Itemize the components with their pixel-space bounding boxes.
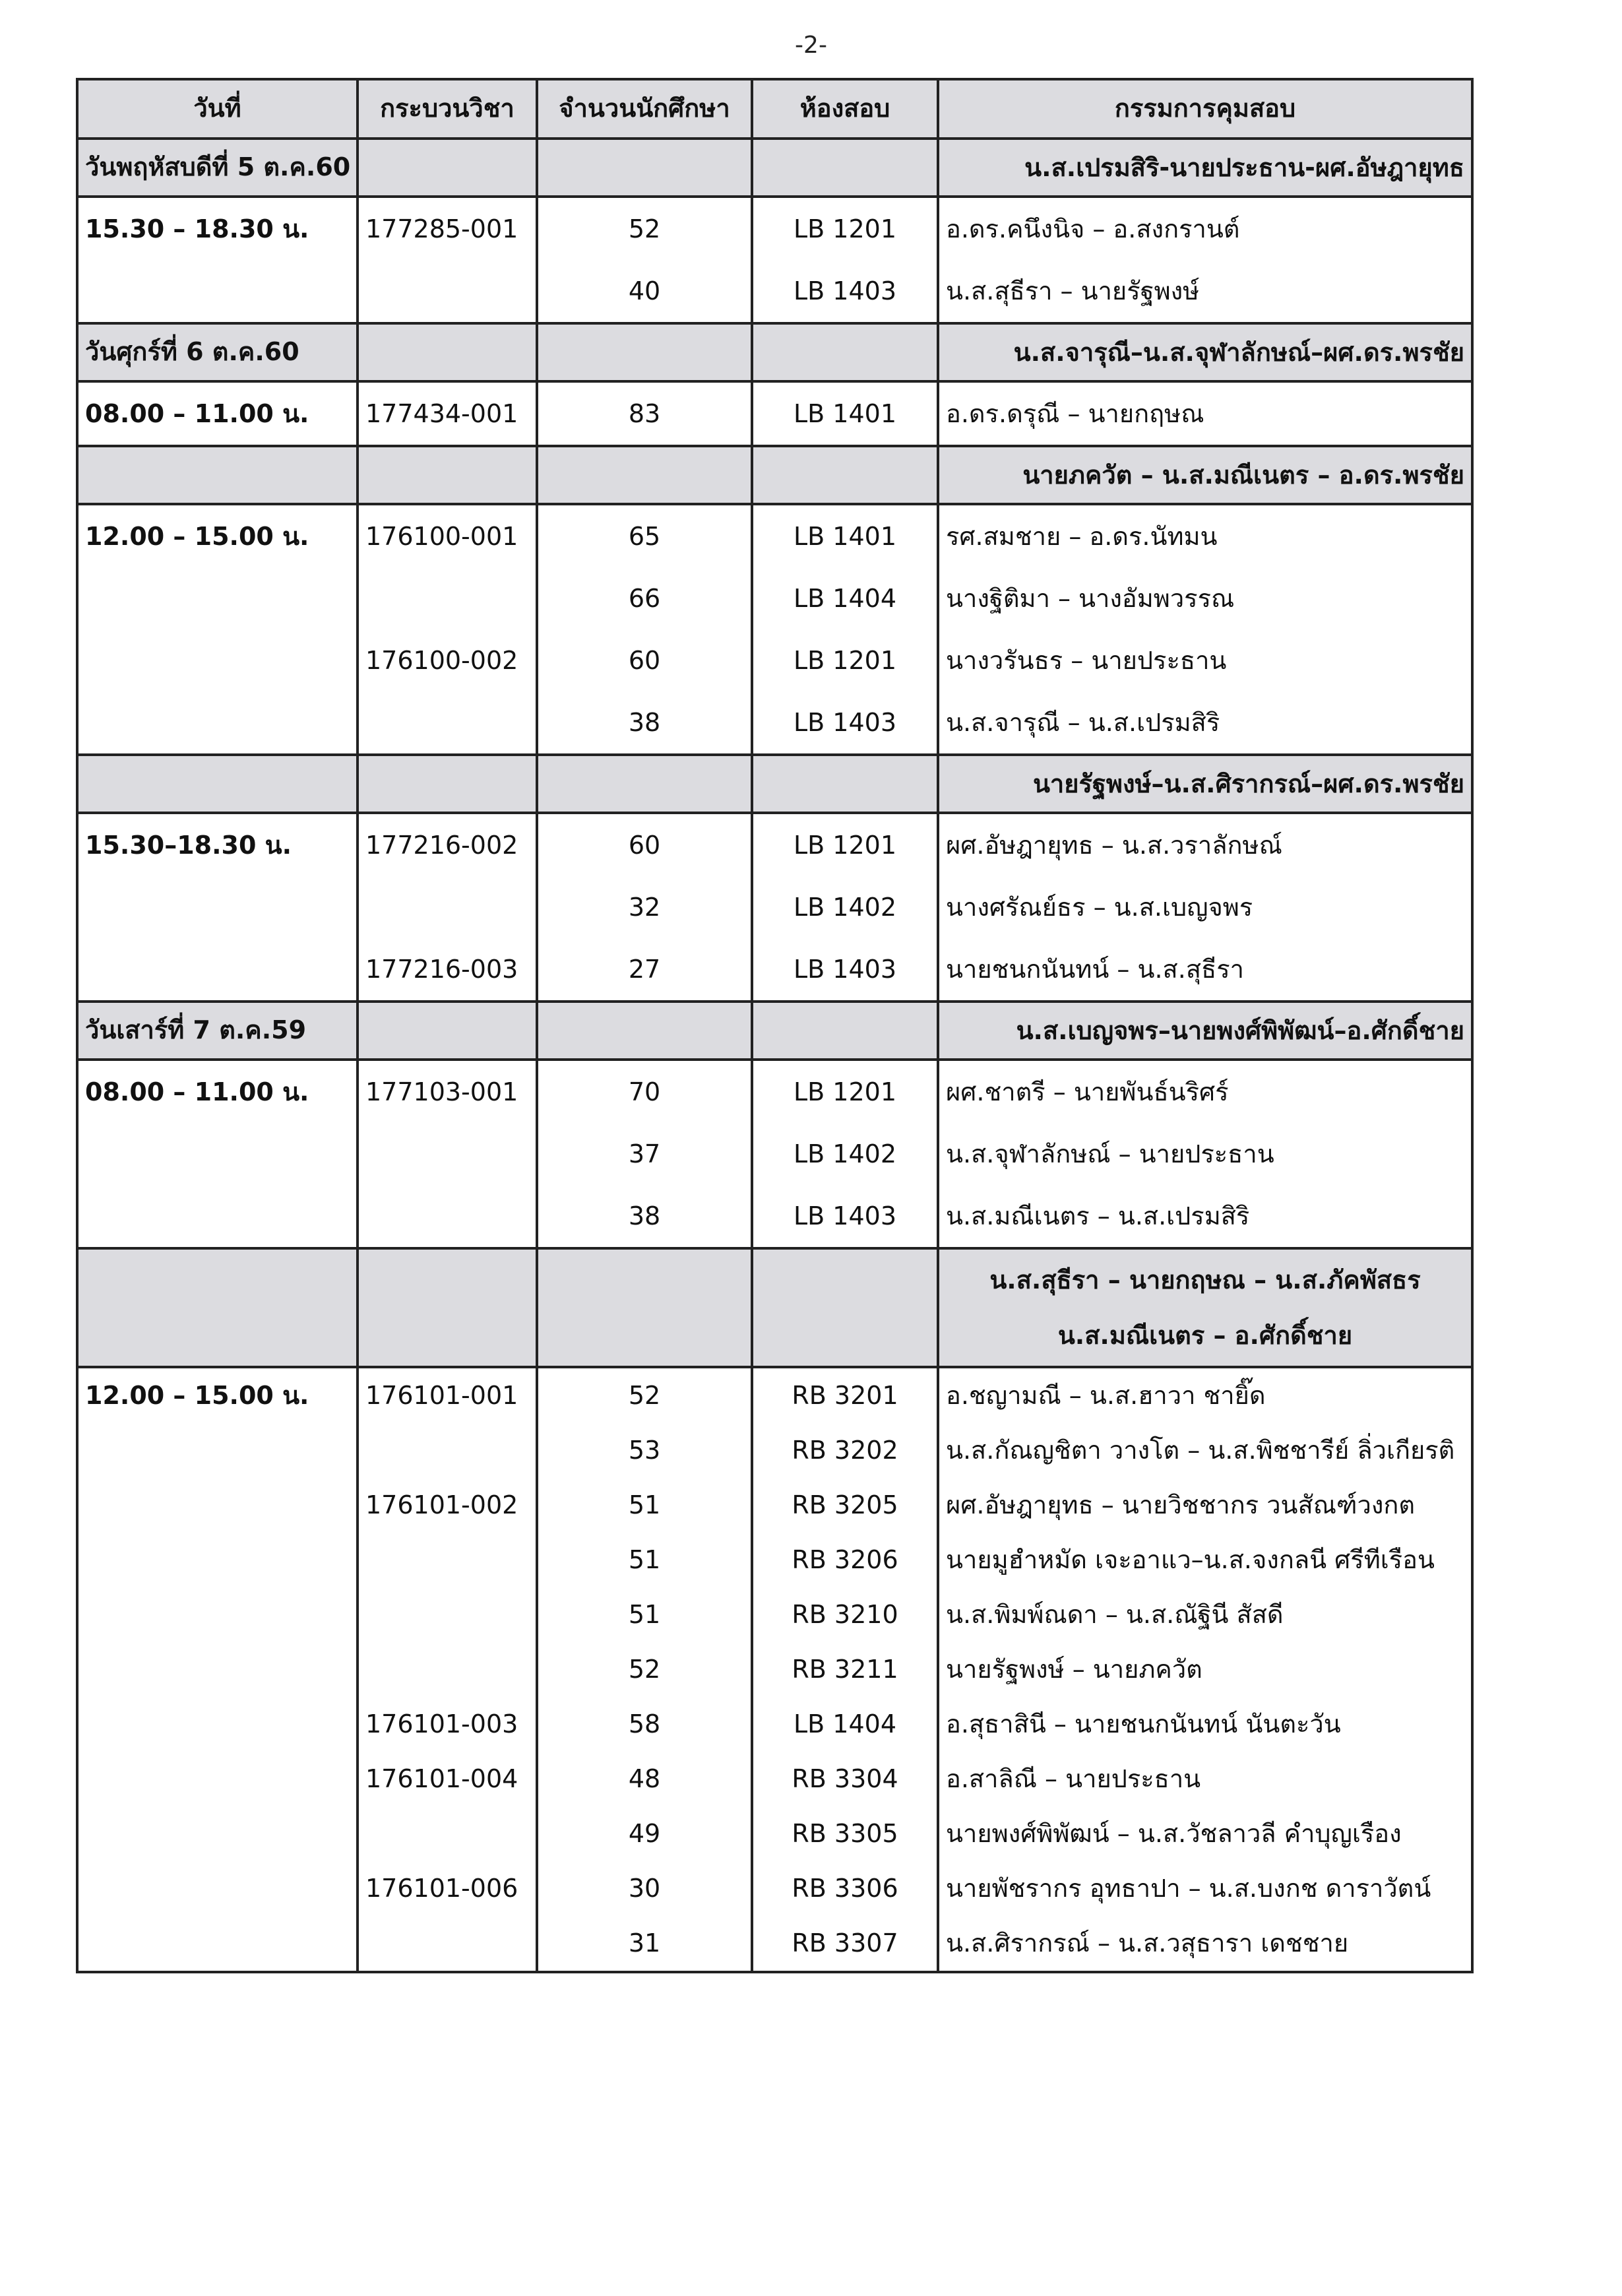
section-header-row xyxy=(77,139,1472,197)
course-code: 176101-001 xyxy=(365,1381,518,1410)
proctor-pair-column xyxy=(938,1060,1472,1248)
proctor-pair-column xyxy=(938,504,1472,755)
section-empty-cell xyxy=(358,446,537,504)
course-code: 176100-002 xyxy=(365,646,518,675)
course-code xyxy=(359,691,536,753)
proctor-pair: น.ส.จารุณี – น.ส.เปรมสิริ xyxy=(946,708,1220,737)
exam-room: LB 1403 xyxy=(793,1201,897,1230)
proctor-pair: นายพัชรากร อุทธาปา – น.ส.บงกช ดาราวัตน์ xyxy=(946,1874,1431,1903)
student-count: 30 xyxy=(628,1874,661,1903)
course-code-column xyxy=(358,504,537,755)
proctor-pair-column xyxy=(938,381,1472,446)
student-count: 60 xyxy=(628,831,661,860)
slot-time-text: 08.00 – 11.00 น. xyxy=(85,1077,309,1106)
course-code: 177216-002 xyxy=(365,831,518,860)
time-slot-row xyxy=(77,1060,1472,1248)
student-count: 38 xyxy=(628,708,661,737)
course-code xyxy=(359,1423,536,1478)
supervisor-line: น.ส.เบญจพร–นายพงศ์พิพัฒน์–อ.ศักดิ์ชาย xyxy=(1016,1016,1464,1045)
course-code: 177103-001 xyxy=(365,1077,518,1106)
section-empty-cell xyxy=(358,755,537,813)
proctor-pair: น.ส.พิมพ์ณดา – น.ส.ณัฐินี สัสดี xyxy=(946,1600,1284,1629)
section-header-row xyxy=(77,755,1472,813)
student-count-column xyxy=(537,1367,752,1972)
student-count-column xyxy=(537,504,752,755)
course-code xyxy=(359,1185,536,1247)
section-empty-cell xyxy=(537,446,752,504)
section-empty-cell xyxy=(537,323,752,381)
section-date xyxy=(77,446,358,504)
slot-time-text: 15.30 – 18.30 น. xyxy=(85,214,309,243)
exam-room: LB 1403 xyxy=(793,708,897,737)
section-empty-cell xyxy=(752,755,938,813)
student-count-column xyxy=(537,1060,752,1248)
student-count-column xyxy=(537,197,752,323)
course-code xyxy=(359,1916,536,1971)
proctor-pair: นายรัฐพงษ์ – นายภควัต xyxy=(946,1655,1202,1684)
proctor-pair: นางฐิติมา – นางอัมพวรรณ xyxy=(946,584,1235,613)
student-count: 38 xyxy=(628,1201,661,1230)
student-count: 31 xyxy=(628,1929,661,1958)
course-code: 177434-001 xyxy=(365,399,518,428)
exam-room-column xyxy=(752,197,938,323)
section-empty-cell xyxy=(752,1002,938,1060)
student-count: 53 xyxy=(628,1436,661,1465)
student-count: 60 xyxy=(628,646,661,675)
proctor-pair: ผศ.อัษฎายุทธ – น.ส.วราลักษณ์ xyxy=(946,831,1282,860)
exam-room: LB 1201 xyxy=(793,214,897,243)
section-date xyxy=(77,1248,358,1367)
supervisor-line: น.ส.เปรมสิริ-นายประธาน-ผศ.อัษฎายุทธ xyxy=(1024,153,1464,182)
student-count: 51 xyxy=(628,1490,661,1519)
slot-time xyxy=(77,1367,358,1972)
proctor-pair: น.ส.มณีเนตร – น.ส.เปรมสิริ xyxy=(946,1201,1250,1230)
supervisor-line: นายรัฐพงษ์–น.ส.ศิรากรณ์–ผศ.ดร.พรชัย xyxy=(1032,769,1464,798)
proctor-pair: อ.ดร.คนึงนิจ – อ.สงกรานต์ xyxy=(946,214,1240,243)
time-slot-row xyxy=(77,1367,1472,1972)
exam-room-column xyxy=(752,1060,938,1248)
student-count: 66 xyxy=(628,584,661,613)
student-count: 52 xyxy=(628,1381,661,1410)
proctor-pair: นายพงศ์พิพัฒน์ – น.ส.วัชลาวลี คำบุญเรือง xyxy=(946,1819,1402,1848)
course-code-column xyxy=(358,381,537,446)
student-count: 52 xyxy=(628,214,661,243)
section-empty-cell xyxy=(752,139,938,197)
student-count: 65 xyxy=(628,522,661,551)
exam-room: LB 1403 xyxy=(793,276,897,305)
section-empty-cell xyxy=(752,446,938,504)
slot-time-text: 08.00 – 11.00 น. xyxy=(85,399,309,428)
proctor-pair-column xyxy=(938,197,1472,323)
section-empty-cell xyxy=(358,323,537,381)
proctor-pair-column xyxy=(938,1367,1472,1972)
exam-room: LB 1404 xyxy=(793,584,897,613)
student-count: 51 xyxy=(628,1600,661,1629)
section-supervisors xyxy=(938,755,1472,813)
proctor-pair: น.ส.ศิรากรณ์ – น.ส.วสุธารา เดชชาย xyxy=(946,1929,1349,1958)
student-count-column xyxy=(537,381,752,446)
course-code: 177216-003 xyxy=(365,955,518,984)
exam-room: LB 1402 xyxy=(793,893,897,922)
proctor-pair: น.ส.กัณญชิตา วางโต – น.ส.พิชชารีย์ ลิ่วเกียรติ xyxy=(946,1436,1455,1465)
section-supervisors xyxy=(938,323,1472,381)
student-count-column xyxy=(537,813,752,1002)
section-date xyxy=(77,755,358,813)
header-students: จำนวนนักศึกษา xyxy=(537,79,752,139)
supervisor-line: นายภควัต – น.ส.มณีเนตร – อ.ดร.พรชัย xyxy=(1022,461,1464,490)
proctor-pair: อ.สาลิณี – นายประธาน xyxy=(946,1764,1201,1793)
exam-room: RB 3304 xyxy=(792,1764,898,1793)
course-code-column xyxy=(358,197,537,323)
exam-room: RB 3210 xyxy=(792,1600,898,1629)
student-count: 83 xyxy=(628,399,661,428)
exam-room: LB 1401 xyxy=(793,522,897,551)
proctor-pair-column xyxy=(938,813,1472,1002)
section-header-row xyxy=(77,446,1472,504)
course-code xyxy=(359,1123,536,1185)
slot-time-text: 12.00 – 15.00 น. xyxy=(85,1381,309,1410)
slot-time xyxy=(77,381,358,446)
section-empty-cell xyxy=(358,1002,537,1060)
section-empty-cell xyxy=(537,1002,752,1060)
supervisor-line: น.ส.สุธีรา – นายกฤษณ – น.ส.ภัคพัสธร xyxy=(989,1265,1421,1294)
student-count: 52 xyxy=(628,1655,661,1684)
course-code xyxy=(359,260,536,322)
student-count: 27 xyxy=(628,955,661,984)
section-empty-cell xyxy=(537,755,752,813)
course-code-column xyxy=(358,1060,537,1248)
proctor-pair: นายมูฮำหมัด เจะอาแว–น.ส.จงกลนี ศรีทีเรือน xyxy=(946,1545,1435,1574)
course-code-column xyxy=(358,813,537,1002)
course-code xyxy=(359,1806,536,1861)
exam-room: LB 1201 xyxy=(793,1077,897,1106)
slot-time xyxy=(77,813,358,1002)
exam-room-column xyxy=(752,813,938,1002)
exam-room: LB 1201 xyxy=(793,646,897,675)
exam-room: LB 1404 xyxy=(793,1709,897,1738)
slot-time-text: 12.00 – 15.00 น. xyxy=(85,522,309,551)
exam-room: RB 3307 xyxy=(792,1929,898,1958)
time-slot-row xyxy=(77,504,1472,755)
proctor-pair: อ.ชญามณี – น.ส.ฮาวา ชายิ๊ด xyxy=(946,1381,1266,1410)
student-count: 32 xyxy=(628,893,661,922)
header-supervisors: กรรมการคุมสอบ xyxy=(938,79,1472,139)
course-code: 177285-001 xyxy=(365,214,518,243)
header-row xyxy=(77,79,1472,139)
header-course: กระบวนวิชา xyxy=(358,79,537,139)
section-header-row xyxy=(77,323,1472,381)
proctor-pair: นายชนกนันทน์ – น.ส.สุธีรา xyxy=(946,955,1244,984)
header-date: วันที่ xyxy=(77,79,358,139)
exam-room: LB 1402 xyxy=(793,1139,897,1168)
section-supervisors xyxy=(938,1248,1472,1367)
course-code: 176101-002 xyxy=(365,1490,518,1519)
course-code: 176101-004 xyxy=(365,1764,518,1793)
proctor-pair: น.ส.จุฬาลักษณ์ – นายประธาน xyxy=(946,1139,1274,1168)
proctor-pair: ผศ.ชาตรี – นายพันธ์นริศร์ xyxy=(946,1077,1229,1106)
section-header-row xyxy=(77,1002,1472,1060)
course-code: 176101-003 xyxy=(365,1709,518,1738)
header-room: ห้องสอบ xyxy=(752,79,938,139)
section-date: วันเสาร์ที่ 7 ต.ค.59 xyxy=(77,1002,358,1060)
proctor-pair: นางวรันธร – นายประธาน xyxy=(946,646,1227,675)
schedule-body xyxy=(77,139,1472,1972)
course-code-column xyxy=(358,1367,537,1972)
student-count: 48 xyxy=(628,1764,661,1793)
exam-room: RB 3211 xyxy=(792,1655,898,1684)
section-empty-cell xyxy=(537,139,752,197)
time-slot-row xyxy=(77,813,1472,1002)
exam-room-column xyxy=(752,504,938,755)
proctor-pair: น.ส.สุธีรา – นายรัฐพงษ์ xyxy=(946,276,1200,305)
supervisor-line: น.ส.มณีเนตร – อ.ศักดิ์ชาย xyxy=(1057,1321,1353,1350)
exam-room: RB 3205 xyxy=(792,1490,898,1519)
course-code xyxy=(359,1642,536,1697)
section-date: วันศุกร์ที่ 6 ต.ค.60 xyxy=(77,323,358,381)
slot-time xyxy=(77,197,358,323)
section-empty-cell xyxy=(752,323,938,381)
section-empty-cell xyxy=(537,1248,752,1367)
proctor-pair: ผศ.อัษฎายุทธ – นายวิชชากร วนสัณฑ์วงกต xyxy=(946,1490,1416,1519)
section-date: วันพฤหัสบดีที่ 5 ต.ค.60 xyxy=(77,139,358,197)
time-slot-row xyxy=(77,197,1472,323)
supervisor-line: น.ส.จารุณี–น.ส.จุฬาลักษณ์–ผศ.ดร.พรชัย xyxy=(1013,338,1464,367)
student-count: 70 xyxy=(628,1077,661,1106)
section-empty-cell xyxy=(358,1248,537,1367)
exam-room: LB 1201 xyxy=(793,831,897,860)
student-count: 37 xyxy=(628,1139,661,1168)
exam-room: RB 3201 xyxy=(792,1381,898,1410)
section-empty-cell xyxy=(358,139,537,197)
section-supervisors xyxy=(938,139,1472,197)
section-header-row xyxy=(77,1248,1472,1367)
student-count: 58 xyxy=(628,1709,661,1738)
student-count: 40 xyxy=(628,276,661,305)
course-code xyxy=(359,1533,536,1587)
student-count: 51 xyxy=(628,1545,661,1574)
exam-room-column xyxy=(752,381,938,446)
exam-room: RB 3206 xyxy=(792,1545,898,1574)
course-code xyxy=(359,1587,536,1642)
slot-time-text: 15.30–18.30 น. xyxy=(85,831,292,860)
course-code xyxy=(359,567,536,629)
page-number: -2- xyxy=(795,32,827,59)
proctor-pair: รศ.สมชาย – อ.ดร.นัทมน xyxy=(946,522,1218,551)
course-code: 176101-006 xyxy=(365,1874,518,1903)
exam-room: LB 1401 xyxy=(793,399,897,428)
exam-room: RB 3202 xyxy=(792,1436,898,1465)
exam-room: RB 3305 xyxy=(792,1819,898,1848)
exam-room: RB 3306 xyxy=(792,1874,898,1903)
student-count: 49 xyxy=(628,1819,661,1848)
slot-time xyxy=(77,1060,358,1248)
slot-time xyxy=(77,504,358,755)
section-empty-cell xyxy=(752,1248,938,1367)
course-code: 176100-001 xyxy=(365,522,518,551)
proctor-pair: อ.สุธาสินี – นายชนกนันทน์ นันตะวัน xyxy=(946,1709,1341,1738)
course-code xyxy=(359,876,536,938)
proctor-pair: อ.ดร.ดรุณี – นายกฤษณ xyxy=(946,399,1204,428)
section-supervisors xyxy=(938,1002,1472,1060)
section-supervisors xyxy=(938,446,1472,504)
exam-room: LB 1403 xyxy=(793,955,897,984)
exam-schedule-table xyxy=(76,78,1474,1973)
exam-room-column xyxy=(752,1367,938,1972)
proctor-pair: นางศรัณย์ธร – น.ส.เบญจพร xyxy=(946,893,1253,922)
time-slot-row xyxy=(77,381,1472,446)
